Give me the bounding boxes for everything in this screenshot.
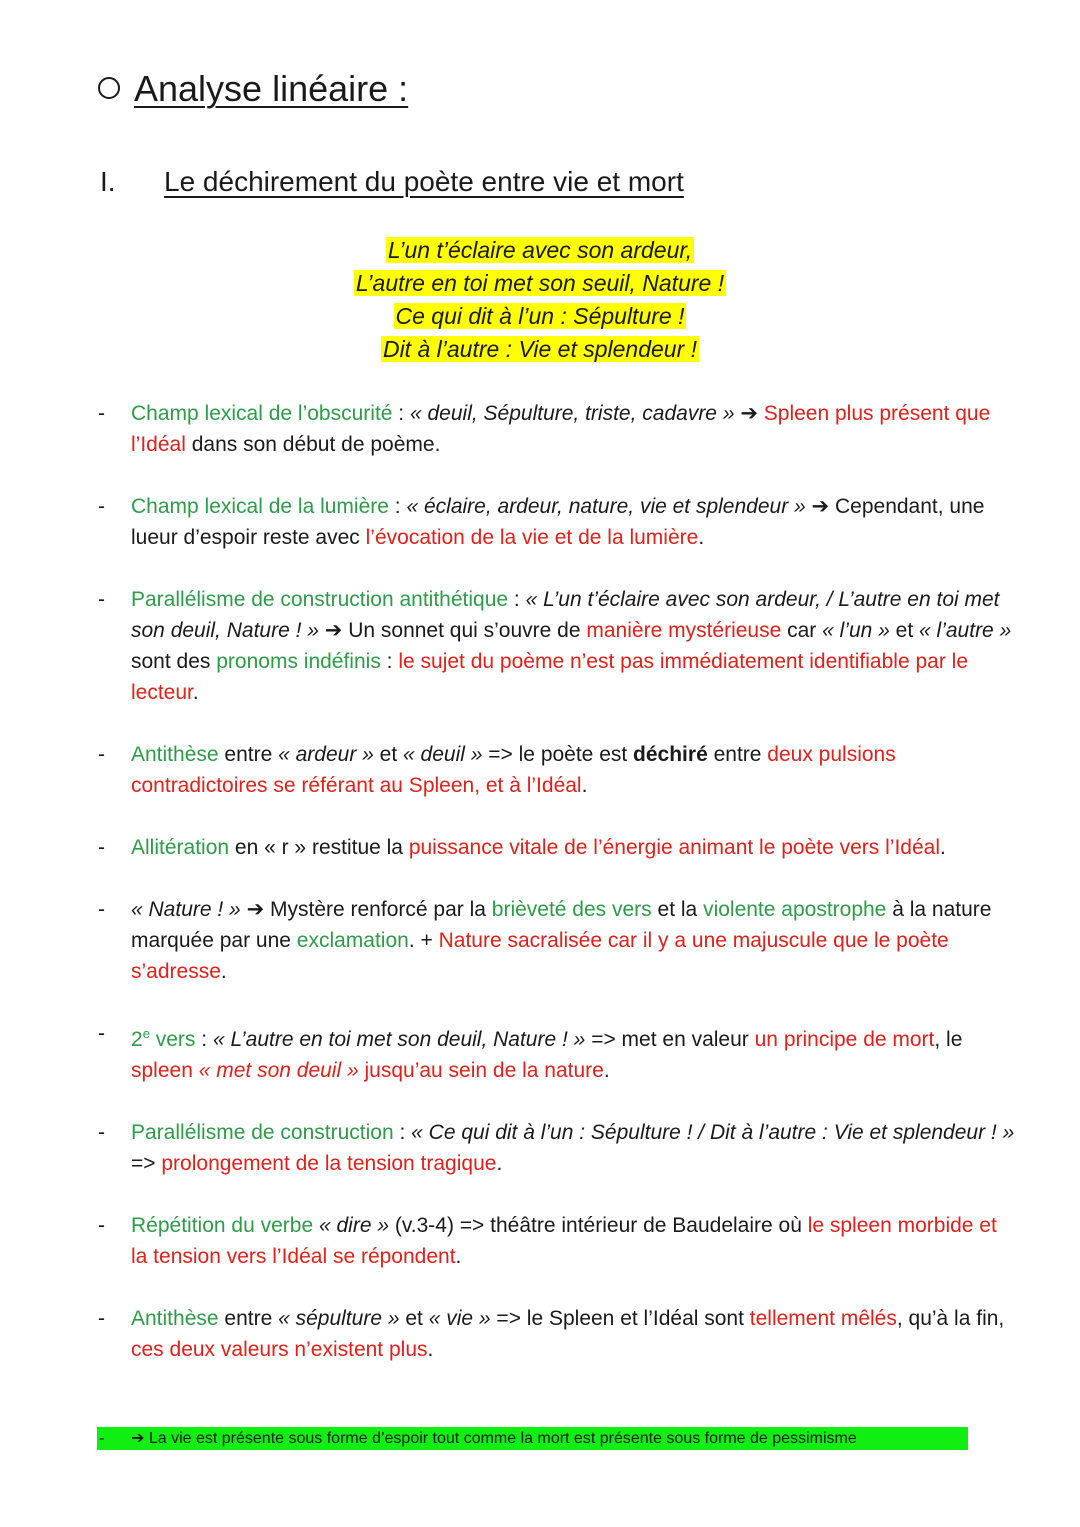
dash-bullet: -	[98, 588, 105, 611]
arrow-icon: ➔	[318, 619, 349, 642]
arrow-icon: ➔	[805, 495, 835, 518]
list-item: - « Nature ! » ➔ Mystère renforcé par la brièveté des vers et la violente apostrophe à la nature marquée par une exclamation. + Nature sacralisée car il y a une majuscule que le poète s’adresse.	[98, 894, 1018, 987]
section-number: I.	[100, 166, 116, 197]
poem-excerpt	[0, 234, 1080, 366]
dash-bullet: -	[98, 402, 105, 425]
dash-bullet: -	[98, 898, 105, 921]
dash-bullet: -	[98, 1214, 105, 1237]
list-item: - Allitération en « r » restitue la puissance vitale de l’énergie animant le poète vers l’Idéal.	[98, 832, 1018, 863]
poem-line: L’un t’éclaire avec son ardeur,	[387, 237, 693, 263]
circle-bullet-icon	[98, 77, 120, 99]
arrow-icon: ➔	[240, 898, 270, 921]
dash-bullet: -	[98, 836, 105, 859]
dash-bullet: -	[98, 1022, 105, 1045]
arrow-icon: ➔	[734, 402, 764, 425]
dash-bullet: -	[98, 743, 105, 766]
list-item: - Parallélisme de construction : « Ce qui dit à l’un : Sépulture ! / Dit à l’autre : Vie et splendeur ! » => prolongement de la tension tragique.	[98, 1117, 1018, 1179]
analysis-list	[98, 398, 1018, 1396]
section-title: Le déchirement du poète entre vie et mort	[164, 166, 684, 197]
dash-bullet: -	[98, 1121, 105, 1144]
poem-line: Dit à l’autre : Vie et splendeur !	[382, 336, 698, 362]
list-item: - 2e vers : « L’autre en toi met son deuil, Nature ! » => met en valeur un principe de mort, le spleen « met son deuil » jusqu’au sein de la nature.	[98, 1018, 1018, 1086]
page-heading	[98, 68, 408, 110]
page-title: Analyse linéaire :	[134, 68, 409, 109]
dash-bullet: -	[98, 1307, 105, 1330]
conclusion-text: ➔ La vie est présente sous forme d’espoir tout comme la mort est présente sous forme de pessimisme	[131, 1430, 857, 1447]
conclusion-highlight	[97, 1427, 968, 1450]
poem-line: Ce qui dit à l’un : Sépulture !	[395, 303, 685, 329]
list-item: - Antithèse entre « ardeur » et « deuil » => le poète est déchiré entre deux pulsions contradictoires se référant au Spleen, et à l’Idéal.	[98, 739, 1018, 801]
list-item: - Champ lexical de l’obscurité : « deuil, Sépulture, triste, cadavre » ➔ Spleen plus présent que l’Idéal dans son début de poème.	[98, 398, 1018, 460]
list-item: - Parallélisme de construction antithétique : « L’un t’éclaire avec son ardeur, / L’autre en toi met son deuil, Nature ! » ➔ Un sonnet qui s’ouvre de manière mystérieuse car « l’un » et « l’autre » sont des pronoms indéfinis : le sujet du poème n’est pas immédiatement identifiable par le lecteur.	[98, 584, 1018, 708]
dash-bullet: -	[98, 495, 105, 518]
section-heading	[100, 166, 684, 198]
list-item: - Antithèse entre « sépulture » et « vie » => le Spleen et l’Idéal sont tellement mêlés, qu’à la fin, ces deux valeurs n’existent plus.	[98, 1303, 1018, 1365]
list-item: - Champ lexical de la lumière : « éclaire, ardeur, nature, vie et splendeur » ➔ Cependant, une lueur d’espoir reste avec l’évocation de la vie et de la lumière.	[98, 491, 1018, 553]
list-item: - Répétition du verbe « dire » (v.3-4) => théâtre intérieur de Baudelaire où le spleen morbide et la tension vers l’Idéal se répondent.	[98, 1210, 1018, 1272]
dash-bullet: -	[99, 1430, 105, 1447]
poem-line: L’autre en toi met son seuil, Nature !	[355, 270, 725, 296]
